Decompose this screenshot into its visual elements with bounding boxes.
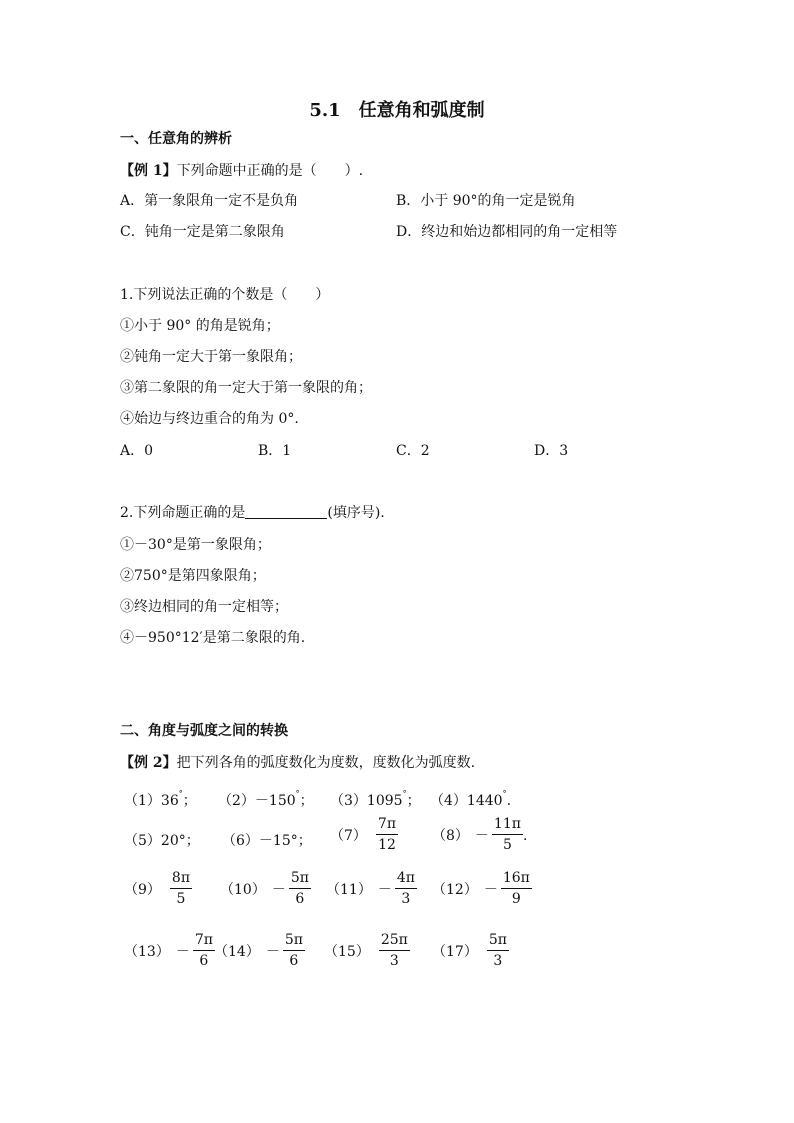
fraction — [501, 871, 532, 906]
denominator: 5 — [176, 891, 186, 907]
item-6 — [222, 830, 312, 850]
item-value: －150 — [254, 793, 296, 809]
fraction — [376, 817, 398, 852]
item-3 — [330, 789, 421, 810]
item-label: （1） — [124, 793, 161, 809]
numerator: 5π — [283, 933, 305, 951]
item-label: （11） — [326, 881, 372, 898]
sign: － — [483, 881, 498, 898]
denominator: 6 — [199, 953, 209, 969]
question-1-statement: ②钝角一定大于第一象限角； — [120, 349, 302, 365]
example-1-prefix: 【例 1】 — [120, 163, 177, 179]
fraction — [289, 871, 311, 906]
question-2-statement: ④－950°12′是第二象限的角. — [120, 630, 306, 646]
item-label: （3） — [330, 793, 367, 809]
item-label: （2） — [218, 793, 255, 809]
item-label: （12） — [432, 881, 478, 898]
example-1-option-c: C．钝角一定是第二象限角 — [120, 224, 285, 240]
item-label: （17） — [432, 943, 478, 960]
section-heading-1: 一、任意角的辨析 — [120, 131, 232, 147]
numerator: 5π — [487, 933, 509, 951]
degree-mark: ° — [295, 789, 300, 798]
question-1-statement: ①小于 90° 的角是锐角； — [120, 318, 280, 334]
section-heading-2: 二、角度与弧度之间的转换 — [120, 723, 288, 739]
item-suffix: ； — [406, 793, 421, 809]
fraction — [283, 933, 305, 968]
question-1-option-c: C．2 — [396, 443, 430, 459]
numerator: 11π — [492, 817, 523, 835]
sign: － — [271, 881, 286, 898]
item-10 — [220, 871, 311, 906]
item-value: －15°； — [258, 833, 312, 849]
item-5 — [124, 830, 200, 850]
item-label: （9） — [124, 881, 161, 898]
degree-mark: ° — [178, 789, 183, 798]
item-15 — [324, 933, 410, 968]
item-value: 1095 — [366, 793, 403, 809]
numerator: 5π — [289, 871, 311, 889]
fraction — [492, 817, 523, 852]
sign: － — [377, 881, 392, 898]
numerator: 25π — [379, 933, 410, 951]
question-2-statement: ①－30°是第一象限角； — [120, 537, 271, 553]
denominator: 3 — [401, 891, 411, 907]
question-1-statement: ④始边与终边重合的角为 0°. — [120, 411, 299, 427]
item-9 — [124, 871, 192, 906]
degree-mark: ° — [502, 789, 507, 798]
item-label: （10） — [220, 881, 266, 898]
item-label: （7） — [330, 827, 367, 844]
denominator: 3 — [389, 953, 399, 969]
question-2-stem — [120, 502, 385, 522]
example-2-prefix: 【例 2】 — [120, 755, 177, 771]
question-2-stem-before: 2.下列命题正确的是 — [120, 505, 246, 521]
item-7 — [330, 817, 398, 852]
sign: － — [474, 827, 489, 844]
item-4 — [430, 789, 511, 810]
numerator: 8π — [170, 871, 192, 889]
numerator: 7π — [193, 933, 215, 951]
example-1-option-d: D．终边和始边都相同的角一定相等 — [396, 224, 618, 240]
denominator: 12 — [378, 837, 396, 853]
question-1-statement: ③第二象限的角一定大于第一象限的角； — [120, 380, 372, 396]
item-2 — [218, 789, 314, 810]
example-2-text: 把下列各角的弧度数化为度数，度数化为弧度数. — [176, 755, 476, 771]
item-label: （8） — [432, 827, 469, 844]
item-label: （15） — [324, 943, 370, 960]
denominator: 6 — [289, 953, 299, 969]
example-1-stem — [120, 160, 363, 180]
item-label: （6） — [222, 833, 259, 849]
item-14 — [214, 933, 305, 968]
question-1-stem: 1.下列说法正确的个数是（ ） — [120, 287, 330, 303]
example-2-stem — [120, 752, 475, 772]
denominator: 5 — [502, 837, 512, 853]
fraction — [379, 933, 410, 968]
degree-mark: ° — [402, 789, 407, 798]
item-12 — [432, 871, 532, 906]
item-label: （5） — [124, 833, 161, 849]
question-2-statement: ②750°是第四象限角； — [120, 568, 266, 584]
fraction — [395, 871, 417, 906]
item-suffix: . — [522, 828, 528, 844]
example-1-option-a: A．第一象限角一定不是负角 — [120, 193, 299, 209]
question-2-stem-after: (填序号). — [327, 505, 385, 521]
item-label: （13） — [124, 943, 170, 960]
question-1-option-b: B．1 — [258, 443, 292, 459]
question-1-option-d: D．3 — [534, 443, 569, 459]
fraction — [193, 933, 215, 968]
question-2-statement: ③终边相同的角一定相等； — [120, 599, 288, 615]
item-1 — [124, 789, 197, 810]
example-1-text: 下列命题中正确的是（ ）. — [176, 163, 364, 179]
item-8 — [432, 817, 527, 852]
denominator: 6 — [295, 891, 305, 907]
item-11 — [326, 871, 417, 906]
item-suffix: ； — [182, 793, 197, 809]
page-title: 5.1 任意角和弧度制 — [309, 100, 485, 121]
sign: － — [175, 943, 190, 960]
example-1-option-b: B．小于 90°的角一定是锐角 — [396, 193, 576, 209]
denominator: 3 — [493, 953, 503, 969]
sign: － — [265, 943, 280, 960]
numerator: 16π — [501, 871, 532, 889]
item-value: 36 — [160, 793, 179, 809]
denominator: 9 — [511, 891, 521, 907]
item-13 — [124, 933, 215, 968]
item-value: 20°； — [160, 833, 200, 849]
question-1-option-a: A．0 — [120, 443, 154, 459]
item-value: 1440 — [466, 793, 503, 809]
item-label: （14） — [214, 943, 260, 960]
item-17 — [432, 933, 509, 968]
item-suffix: . — [506, 793, 512, 809]
item-label: （4） — [430, 793, 467, 809]
numerator: 4π — [395, 871, 417, 889]
fraction — [170, 871, 192, 906]
answer-blank[interactable] — [245, 504, 327, 519]
numerator: 7π — [376, 817, 398, 835]
item-suffix: ； — [299, 793, 314, 809]
fraction — [487, 933, 509, 968]
